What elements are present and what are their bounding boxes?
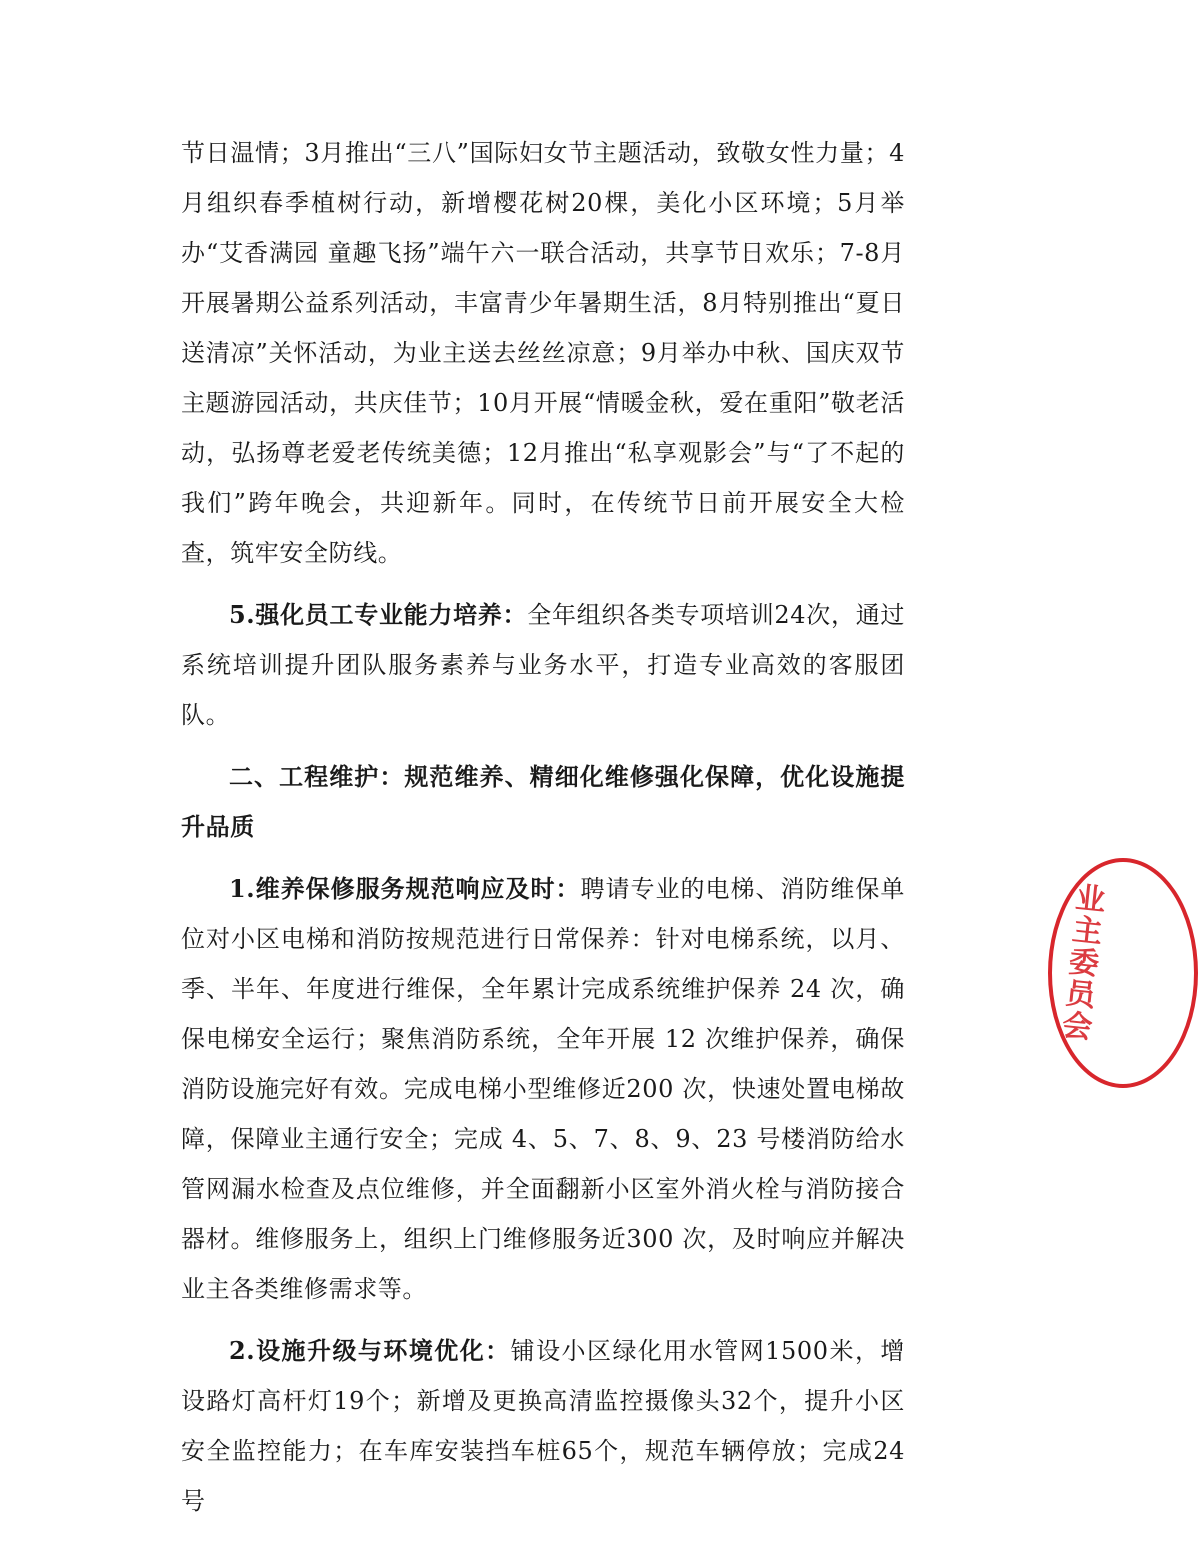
paragraph-text: 节日温情；3月推出“三八”国际妇女节主题活动，致敬女性力量；4月组织春季植树行动，新增樱花树20棵，美化小区环境；5月举办“艾香满园 童趣飞扬”端午六一联合活动，共享节日欢乐；7-8月开展暑期公益系列活动，丰富青少年暑期生活，8月特别推出“夏日送清凉”关怀活动，为业主送去丝丝凉意；9月举办中秋、国庆双节主题游园活动，共庆佳节；10月开展“情暖金秋，爱在重阳”敬老活动，弘扬尊老爱老传统美德；12月推出“私享观影会”与“了不起的我们”跨年晚会，共迎新年。同时，在传统节日前开展安全大检查，筑牢安全防线。: [181, 139, 905, 567]
red-seal-stamp: [1034, 858, 1107, 1088]
seal-text: 业主委员会: [1054, 880, 1107, 1044]
paragraph-text: 聘请专业的电梯、消防维保单位对小区电梯和消防按规范进行日常保养：针对电梯系统，以月、季、半年、年度进行维保，全年累计完成系统维护保养 24 次，确保电梯安全运行；聚焦消防系统，全年开展 12 次维护保养，确保消防设施完好有效。完成电梯小型维修近200 次，快速处置电梯故障，保障业主通行安全；完成 4、5、7、8、9、23 号楼消防给水管网漏水检查及点位维修，并全面翻新小区室外消火栓与消防接合器材。维修服务上，组织上门维修服务近300 次，及时响应并解决业主各类维修需求等。: [181, 875, 905, 1303]
paragraph-lead: 2.设施升级与环境优化：: [229, 1336, 511, 1365]
paragraph-staff-training: [181, 590, 905, 740]
document-body: [181, 128, 905, 1526]
section-heading-text: 二、工程维护：规范维养、精细化维修强化保障，优化设施提升品质: [181, 762, 905, 841]
paragraph-text: 全年组织各类专项培训24次，通过系统培训提升团队服务素养与业务水平，打造专业高效的客服团队。: [181, 601, 906, 729]
paragraph-maintenance: [181, 864, 905, 1314]
paragraph-lead: 5.强化员工专业能力培养：: [229, 600, 528, 629]
paragraph-lead: 1.维养保修服务规范响应及时：: [229, 874, 581, 903]
paragraph-activities-continued: [181, 128, 905, 578]
section-heading-engineering: [181, 752, 905, 852]
paragraph-text: 铺设小区绿化用水管网1500米，增设路灯高杆灯19个；新增及更换高清监控摄像头32个，提升小区安全监控能力；在车库安装挡车桩65个，规范车辆停放；完成24号: [181, 1337, 905, 1515]
paragraph-facility-upgrade: [181, 1326, 905, 1526]
